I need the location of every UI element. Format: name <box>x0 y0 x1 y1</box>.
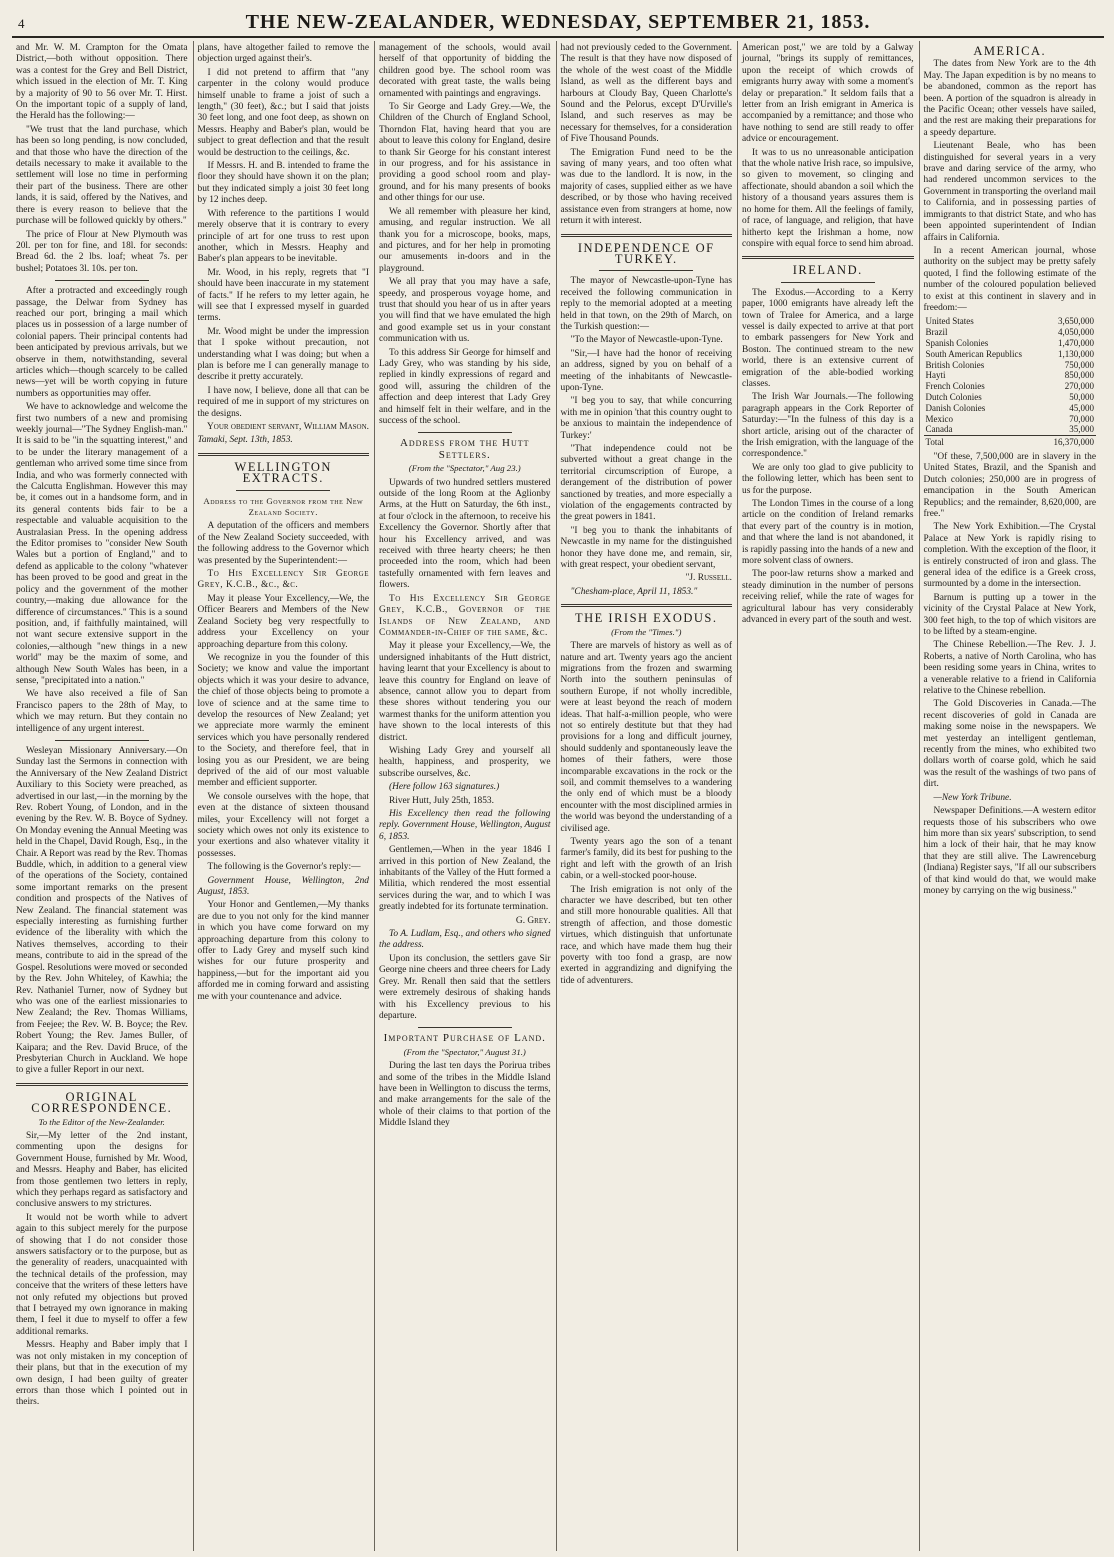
paragraph: Sir,—My letter of the 2nd instant, commenting upon the designs for Government House, furnished by Mr. Wood, and Messrs. Heaphy and Baber, has elicited from those gentlemen two letters in reply, which they perhaps regard as satisfactory and conclusive answers to my strictures. <box>16 1130 188 1210</box>
table-cell-value: 750,000 <box>1064 359 1094 370</box>
source-line: —New York Tribune. <box>933 792 1012 803</box>
paragraph: had not previously ceded to the Government. The result is that they have now disposed of the whole of the west coast of the Middle Island, as well as the different bays and harbours at Cloudy Bay, Queen Charlotte's Sound and the Pelorus, except D'Urville's Island, and such reserves as may be necessary for themselves, for a consideration of Five Thousand Pounds. <box>560 43 732 145</box>
paragraph: The dates from New York are to the 4th May. The Japan expedition is by no means to be abandoned, common as the report has been. A portion of the squadron is already in the Pacific Ocean; other vessels have sailed, and the rest are making their preparations for a speedy departure. <box>923 59 1096 138</box>
paragraph: During the last ten days the Porirua tribes and some of the tribes in the Middle Island have been in Wellington to discuss the terms, and make arrangements for the sale of the whole of their claims to that portion of the Middle Island they <box>379 1061 551 1129</box>
paragraph: It would not be worth while to advert again to this subject merely for the purpose of showing that I do not consider those answers satisfactory or to the purpose, but as the generality of readers, unacquainted with the technical details of the profession, may conceive that the writers of these letters have not only refuted my objections but proved that I betrayed my own ignorance in making them, I feel it due to myself to offer a few additional remarks. <box>16 1212 188 1337</box>
section-heading: WELLINGTON EXTRACTS. <box>234 459 332 486</box>
paragraph: We all remember with pleasure her kind, amusing, and regular instruction. We all thank you for a microscope, books, maps, and pictures, and for her help in promoting our amusements in-doors and in the playground. <box>379 206 551 274</box>
section-divider <box>16 1083 188 1086</box>
table-cell-value: 45,000 <box>1069 402 1094 413</box>
paragraph: I have now, I believe, done all that can be required of me in support of my strictures on the designs. <box>197 385 369 419</box>
paragraph: "That independence could not be subverted without a great change in the territorial circumscription of Europe, a derangement of the distribution of power sanctioned by treaties, and more especially a violation of the engagements contracted by the great powers in 1841. <box>560 444 732 523</box>
paragraph: Twenty years ago the son of a tenant farmer's family, did its best for pushing to the right and left with the growth of an Irish cabin, or a well-stocked poor-house. <box>560 837 732 882</box>
paragraph: In a recent American journal, whose authority on the subject may be pretty safely quoted, I find the following estimate of the number of the coloured population believed to exist at this continent in slavery and in freedom:— <box>923 245 1096 313</box>
paragraph: and Mr. W. M. Crampton for the Omata District,—both without opposition. There was a contest for the Grey and Bell District, which issued in the election of Mr. T. King by a majority of 90 to 56 over Mr. T. Hirst. On the important topic of a supply of land, the Herald has the following:— <box>16 43 188 122</box>
column-2 <box>194 41 376 1551</box>
section-divider <box>561 234 733 237</box>
salutation: To the Editor of the New-Zealander. <box>38 1116 165 1127</box>
table-cell-place: Mexico <box>925 413 953 424</box>
table-cell-place: Danish Colonies <box>925 402 986 413</box>
paragraph: Wishing Lady Grey and yourself all health, happiness, and prosperity, we subscribe ourselves, &c. <box>379 745 551 779</box>
paragraph: May it please your Excellency,—We, the undersigned inhabitants of the Hutt district, having learnt that your Excellency is about to leave this country for England on leave of absence, cannot allow you to depart from these shores without tendering you our warmest thanks for the uniform attention you have shown to the local interests of this district. <box>379 641 551 743</box>
paragraph: Your Honor and Gentlemen,—My thanks are due to you not only for the kind manner in which you have come forward on my approaching departure from this colony to offer to Lady Grey and myself such kind wishes for our future prosperity and happiness,—but for the important aid you afforded me in coming forward and assisting me with your countenance and advice. <box>197 900 369 1002</box>
table-cell-value: 3,650,000 <box>1058 316 1094 327</box>
paragraph: To His Excellency Sir George Grey, K.C.B., Governor of the Islands of New Zealand, and Commander-in-Chief of the same, &c. <box>379 593 551 638</box>
paragraph: Messrs. Heaphy and Baber imply that I was not only mistaken in my conception of their plans, but that in the execution of my own design, I had been guilty of greater errors than those which I pointed out in theirs. <box>16 1340 188 1408</box>
table-row <box>924 392 1097 403</box>
paragraph: To His Excellency Sir George Grey, K.C.B., &c., &c. <box>197 569 369 591</box>
signature: G. Grey. <box>515 915 551 926</box>
table-row <box>924 403 1097 414</box>
sub-heading: Address from the Hutt Settlers. <box>399 437 530 461</box>
paragraph: "Of these, 7,500,000 are in slavery in the United States, Brazil, and the Spanish and Dutch colonies; 250,000 are in progress of emancipation in the South American Republics; and the remainder, 8,620,000, are free." <box>923 451 1096 519</box>
paragraph: "To the Mayor of Newcastle-upon-Tyne. <box>570 335 723 346</box>
paragraph: The Irish War Journals.—The following paragraph appears in the Cork Reporter of Saturday:—"In the fulness of this day is a short article, arising out of the character of the Irish emigration, with the language of the correspondence." <box>742 392 914 460</box>
table-cell-place: Dutch Colonies <box>925 391 982 402</box>
paragraph: May it please Your Excellency,—We, the Officer Bearers and Members of the New Zealand Society beg very respectfully to address your Excellency on your approaching departure from this colony. <box>197 593 369 650</box>
source-line: (From the "Spectator," Aug 23.) <box>408 463 521 474</box>
sub-heading: Address to the Governor from the New Zealand Society. <box>203 495 364 518</box>
section-divider <box>198 453 370 456</box>
paragraph: Upwards of two hundred settlers mustered outside of the long Room at the Aglionby Arms, at the Hutt on Saturday, the 6th inst., at four o'clock in the afternoon, to receive his Excellency the Governor. Shortly after that hour his Excellency arrived, and was received with three hearty cheers; he then proceeded into the room, which had been tastefully ornamented with fern leaves and flowers. <box>379 477 551 591</box>
table-total-row <box>924 436 1097 448</box>
signature: Your obedient servant, William Mason. <box>207 422 369 432</box>
paragraph: Newspaper Definitions.—A western editor requests those of his subscribers who owe him more than six years' subscription, to send him a lock of their hair, that he may know that they are still alive. The Lawrenceburg (Indiana) Register says, "If all our subscribers of that kind would do that, we would make money by carrying on the wig business." <box>923 806 1096 896</box>
paragraph: With reference to the partitions I would merely observe that it is contrary to every principle of art for one truss to rest upon another, which in Messrs. Heaphy and Baber's plan appears to be inevitable. <box>197 208 369 265</box>
paragraph: The Emigration Fund need to be the saving of many years, and too often what was due to the landlord. It is now, in the majority of cases, supplied either as we have described, or by those who having received assistance even from strangers at home, now return it with interest. <box>560 147 732 227</box>
table-total-label: Total <box>924 436 1044 448</box>
paragraph: Mr. Wood might be under the impression that I spoke without precaution, not understanding what I was doing; but when a plan is before me I can generally manage to describe it pretty accurately. <box>197 326 369 383</box>
divider <box>599 270 693 271</box>
paragraph: To A. Ludlam, Esq., and others who signed the address. <box>379 929 551 951</box>
paragraph: The New York Exhibition.—The Crystal Palace at New York is rapidly rising to completion. With the exception of the floor, it is entirely constructed of iron and glass. The general idea of the edifice is a Greek cross, surmounted by a dome in the intersection. <box>923 522 1096 590</box>
sub-heading: Important Purchase of Land. <box>383 1032 546 1045</box>
paragraph: "Sir,—I have had the honor of receiving an address, signed by you on behalf of a meeting of the inhabitants of Newcastle-upon-Tyne. <box>560 348 732 393</box>
paragraph: We are only too glad to give publicity to the following letter, which has been sent to us for the purpose. <box>742 462 914 496</box>
dateline: Tamaki, Sept. 13th, 1853. <box>197 435 293 446</box>
column-3 <box>375 41 557 1551</box>
table-cell-place: Brazil <box>925 327 948 338</box>
table-cell-place: Spanish Colonies <box>925 337 989 348</box>
paragraph: It was to us no unreasonable anticipation that the whole native Irish race, so impulsive, so given to movement, so clinging and affectionate, should abandon a soil which the history of a thousand years assures them is no home for them. All the feelings of family, of race, of language, and religion, that have hitherto kept the Irishman a home, now conspire with equal force to send him abroad. <box>742 147 914 249</box>
column-6 <box>920 41 1102 1551</box>
paragraph: The poor-law returns show a marked and steady diminution in the number of persons receiving relief, while the rate of wages for agricultural labour has very considerably advanced in every part of the south and west. <box>742 569 914 626</box>
section-heading: AMERICA. <box>973 44 1047 58</box>
paragraph: "We trust that the land purchase, which has been so long pending, is now concluded, and that those who have the direction of the details necessary to make it available to the settlement will lose no time in performing their part of the business. There are other lands, it is said, offered by the Natives, and there is every reason to believe that the purchase will be followed quickly by others." <box>16 124 188 227</box>
paragraph: Mr. Wood, in his reply, regrets that "I should have been inaccurate in my statement of facts." If he refers to my letter again, he will see that I expressed myself in guarded terms. <box>197 267 369 324</box>
masthead <box>12 6 1104 38</box>
paragraph: Wesleyan Missionary Anniversary.—On Sunday last the Sermons in connection with the Anniversary of the New Zealand District Auxiliary to this Society were preached, as advertised in our last,—in the morning by the Rev. Robert Young, of London, and in the evening by the Rev. W. B. Boyce of Sydney. On Monday evening the Annual Meeting was held in the Chapel, David Rough, Esq., in the Chair. A Report was read by the Rev. Thomas Buddle, which, in addition to a general view of the operations of the Society, contained some important remarks on the present condition and prospects of the Natives of New Zealand. The financial statement was especially interesting as furnishing further evidence of the liberality with which the Natives themselves, according to their means, contribute to aid in the spread of the Gospel. Resolutions were moved or seconded by the Rev. John Whiteley, of Kawhia; the Rev. Nathaniel Turner, now of Sydney but who was one of the earliest missionaries to New Zealand; the Rev. Thomas Williams, from Feejee; the Rev. W. B. Boyce; the Rev. Robert Young; the Rev. James Buller, of Kaipara; and the Rev. David Bruce, of the Presbyterian Church in Auckland. We hope to give a fuller Report in our next. <box>16 745 188 1076</box>
table-row <box>924 338 1097 349</box>
columns <box>12 41 1104 1551</box>
table-cell-value: 70,000 <box>1069 413 1094 424</box>
section-heading: THE IRISH EXODUS. <box>574 611 718 626</box>
paragraph: The mayor of Newcastle-upon-Tyne has received the following communication in reply to the memorial adopted at a meeting held in that town, on the 29th of March, on the Turkish question:— <box>560 276 732 332</box>
paragraph: I did not pretend to affirm that "any carpenter in the colony would produce himself unable to frame a joist of such a length," (30 feet), &c.; but I said that joists 30 feet long, and one foot deep, as shown on Messrs. Heaphy and Baber's plan, would be subject to great deflection and that the result would be destruction to the ceilings, &c. <box>197 67 369 158</box>
table-cell-value: 270,000 <box>1064 381 1094 392</box>
column-1 <box>12 41 194 1551</box>
table-cell-value: 1,470,000 <box>1058 337 1094 348</box>
column-5 <box>738 41 920 1551</box>
paragraph: We have to acknowledge and welcome the first two numbers of a new and promising weekly journal—"The Sydney English-man." It is said to be "in the squatting interest," and to be under the literary management of a gentleman who arrived some time since from India, and who was formerly connected with the Calcutta Englishman. However this may be, it comes out in a handsome form, and in its general contents bids fair to be a respectable and valuable acquisition to the Australasian Press. In the opening address the Editor promises to "consider New South Wales but a portion of England," and to defend as applicable to the colony "whatever has been proved to be good and great in the policy and the government of the mother country,—making due allowance for the difference of circumstances." This is a sound position, and, if faithfully maintained, will not want secure extensive support in the colonies,—although "new things in a new world" may be the maxim of some, and although New South Wales has been, in a sense, "precipitated into a nation." <box>16 402 188 686</box>
table-cell-place: South American Republics <box>925 348 1022 359</box>
table-row <box>924 327 1097 338</box>
table-row <box>924 370 1097 381</box>
paragraph: Barnum is putting up a tower in the vicinity of the Crystal Palace at New York, 300 feet high, to the top of which visitors are to be lifted by a steam-engine. <box>923 592 1096 637</box>
paragraph: The price of Flour at New Plymouth was 20l. per ton for fine, and 18l. for seconds: Bread 6d. the 2 lbs. loaf; wheat 7s. per bushel; Potatoes 3l. 10s. per ton. <box>16 229 188 274</box>
table-cell-value: 1,130,000 <box>1058 348 1094 359</box>
section-heading: INDEPENDENCE OF TURKEY. <box>577 240 715 266</box>
table-cell-place: United States <box>925 316 974 327</box>
paragraph: There are marvels of history as well as of nature and art. Twenty years ago the ancient migrations from the frozen and swarming North into the southern peninsulas of southern Europe, if not wholly incredible, were at least beyond the reach of modern ideas. That half-a-million people, who were not so entirely destitute but that they had provisions for a long and difficult journey, should suddenly and spontaneously leave the homes of their fathers, were those incomparable excavations in the rock or the soil, and commit themselves to a wandering the only end of which must be a bloody encounter with the most disciplined armies in the world was beyond the understanding of a civilised age. <box>560 641 732 834</box>
paragraph: "I beg you to thank the inhabitants of Newcastle in my name for the distinguished honor they have done me, and remain, sir, with great respect, your obedient servant, <box>560 525 732 571</box>
divider <box>236 490 330 491</box>
table-row <box>924 316 1097 327</box>
divider <box>55 280 149 281</box>
paragraph: We console ourselves with the hope, that even at the distance of sixteen thousand miles, your Excellency will not forget a society which owes not only its existence to your exertions and also whatever vitality it possesses. <box>197 791 369 859</box>
table-cell-place: British Colonies <box>925 359 985 370</box>
table-row <box>924 414 1097 425</box>
paragraph: Lieutenant Beale, who has been distinguished for several years in a very brave and daring service of the army, who had rendered uncommon services to the Government in transporting the overland mail to California, and in possessing parties of immigrants to that district State, and who has been appointed superintendent of Indian affairs in California. <box>923 141 1096 243</box>
divider <box>418 432 512 433</box>
table-cell-value: 50,000 <box>1069 391 1094 402</box>
paragraph: (Here follow 163 signatures.) <box>389 782 500 793</box>
paragraph: Gentlemen,—When in the year 1846 I arrived in this portion of New Zealand, the inhabitants of the Valley of the Hutt formed a Militia, which rendered the most essential services during the war, and to which I was greatly indebted for its fortunate termination. <box>379 845 551 913</box>
paragraph: management of the schools, would avail herself of that opportunity of bidding the children good bye. The school room was decorated with great taste, the walls being ornamented with paintings and engravings. <box>379 43 551 99</box>
paragraph: River Hutt, July 25th, 1853. <box>389 795 494 806</box>
paragraph: A deputation of the officers and members of the New Zealand Society succeeded, with the following address to the Governor which was presented by the Superintendent:— <box>197 521 369 566</box>
table-row <box>924 381 1097 392</box>
section-heading: IRELAND. <box>792 263 863 278</box>
paragraph: "I beg you to say, that while concurring with me in opinion 'that this country ought to be anxious to maintain the independence of Turkey:' <box>560 396 732 441</box>
table-cell-place: French Colonies <box>925 381 985 392</box>
population-table <box>924 316 1097 448</box>
table-cell-place: Canada <box>925 424 953 435</box>
table-row <box>924 349 1097 360</box>
source-line: (From the "Times.") <box>611 626 682 637</box>
divider <box>418 1027 512 1028</box>
table-cell-value: 4,050,000 <box>1058 327 1094 338</box>
table-cell-place: Hayti <box>925 370 946 381</box>
paragraph: "Chesham-place, April 11, 1853." <box>570 586 698 597</box>
table-total-value: 16,370,000 <box>1043 436 1096 448</box>
table-row <box>924 360 1097 371</box>
section-heading: ORIGINAL CORRESPONDENCE. <box>31 1089 173 1116</box>
paragraph: The following is the Governor's reply:— <box>207 862 361 873</box>
paragraph: The London Times in the course of a long article on the condition of Ireland remarks that every part of the country is in motion, and that where the land is not abandoned, it is rapidly passing into the hands of a new and more solvent class of owners. <box>742 499 914 567</box>
paragraph: plans, have altogether failed to remove the objection urged against their's. <box>197 43 369 65</box>
paragraph: His Excellency then read the following reply. Government House, Wellington, August 6, 1853. <box>379 809 551 842</box>
divider <box>781 282 875 283</box>
table-cell-value: 35,000 <box>1069 424 1094 435</box>
paragraph: The Irish emigration is not only of the character we have described, but ten other and still more honourable qualities. All that strength of affection, and those domestic virtues, which distinguish that unfortunate race, and which have made them hug their poverty with too fond a grasp, are now exerted in aggrandizing and dignifying the tide of adventurers. <box>560 884 732 986</box>
paragraph: Government House, Wellington, 2nd August, 1853. <box>197 875 369 898</box>
paragraph: We have also received a file of San Francisco papers to the 28th of May, to which we may return. But they contain no intelligence of any urgent interest. <box>16 689 188 734</box>
paragraph: We recognize in you the founder of this Society; we know and value the important objects which it was your desire to advance, the chief of those objects being to promote a love of science and at the same time to develop the resources of New Zealand; yet we appreciate more warmly the eminent services which you have personally rendered to the Society, and therefore feel, that in losing you as our President, we are being deprived of the aid of our most valuable member and efficient supporter. <box>197 652 369 789</box>
paragraph: Upon its conclusion, the settlers gave Sir George nine cheers and three cheers for Lady Grey. Mr. Renall then said that the settlers were extremely desirous of shaking hands with his Excellency previous to his departure. <box>379 953 551 1021</box>
signature: "J. Russell. <box>685 573 732 584</box>
paragraph: If Messrs. H. and B. intended to frame the floor they should have shown it on the plan; but they indicated simply a joist 30 feet long by 12 inches deep. <box>197 161 369 206</box>
divider <box>55 740 149 741</box>
paragraph: The Gold Discoveries in Canada.—The recent discoveries of gold in Canada are making some noise in the newspapers. We met yesterday an intelligent gentleman, recently from the mines, who exhibited two dollars worth of coarse gold, which he said was the result of the washings of two pans of dirt. <box>923 699 1096 790</box>
paragraph: To this address Sir George for himself and Lady Grey, who was standing by his side, replied in kindly expressions of regard and good will, assuring the children of the affection and deep interest that Lady Grey and himself felt in their welfare, and in the success of the school. <box>379 347 551 426</box>
paragraph: We all pray that you may have a safe, speedy, and prosperous voyage home, and trust that should you hear of us in after years you will find that we have emulated the high and good example set us in your constant communication with us. <box>379 277 551 345</box>
table-cell-value: 850,000 <box>1064 370 1094 381</box>
paragraph: To Sir George and Lady Grey.—We, the Children of the Church of England School, Thorndon Flat, having heard that you are about to leave this colony for England, desire to thank Sir George for his constant interest in our progress, and for his assistance in providing a good school room and play-ground, and for his many presents of books and other things for our use. <box>379 102 551 204</box>
paragraph: The Chinese Rebellion.—The Rev. J. J. Roberts, a native of North Carolina, who has been residing some years in China, writes to a venerable relative to a friend in California relative to the Chinese rebellion. <box>923 640 1096 697</box>
page-number: 4 <box>18 16 25 31</box>
column-4 <box>557 41 739 1551</box>
newspaper-title: THE NEW-ZEALANDER, WEDNESDAY, SEPTEMBER 21, 1853. <box>245 11 871 33</box>
paragraph: American post," we are told by a Galway journal, "brings its supply of remittances, upon the receipt of which crowds of emigrants hurry away with some a moment's delay or preparation." It seldom fails that a letter from an Irish emigrant in America is accompanied by a remittance; and those who have nothing to send are still ready to offer advice or encouragement. <box>742 43 914 145</box>
section-divider <box>561 604 733 607</box>
source-line: (From the "Spectator," August 31.) <box>403 1046 526 1057</box>
table-row <box>924 424 1097 435</box>
paragraph: The Exodus.—According to a Kerry paper, 1000 emigrants have already left the town of Tralee for America, and a large vessel is daily expected to arrive at that port to embark passengers for New York and Boston. The continued stream to the new world, there is an extensive current of emigration of the able-bodied working classes. <box>742 287 914 389</box>
paragraph: After a protracted and exceedingly rough passage, the Delwar from Sydney has reached our port, bringing a mail which places us in possession of a large number of colonial papers. Their principal contents had been anticipated by previous arrivals, but we observe in them, notwithstanding, several articles which—though scarcely to be called news—yet will be worth copying in future numbers as opportunities may offer. <box>16 286 188 399</box>
section-divider <box>742 256 914 259</box>
